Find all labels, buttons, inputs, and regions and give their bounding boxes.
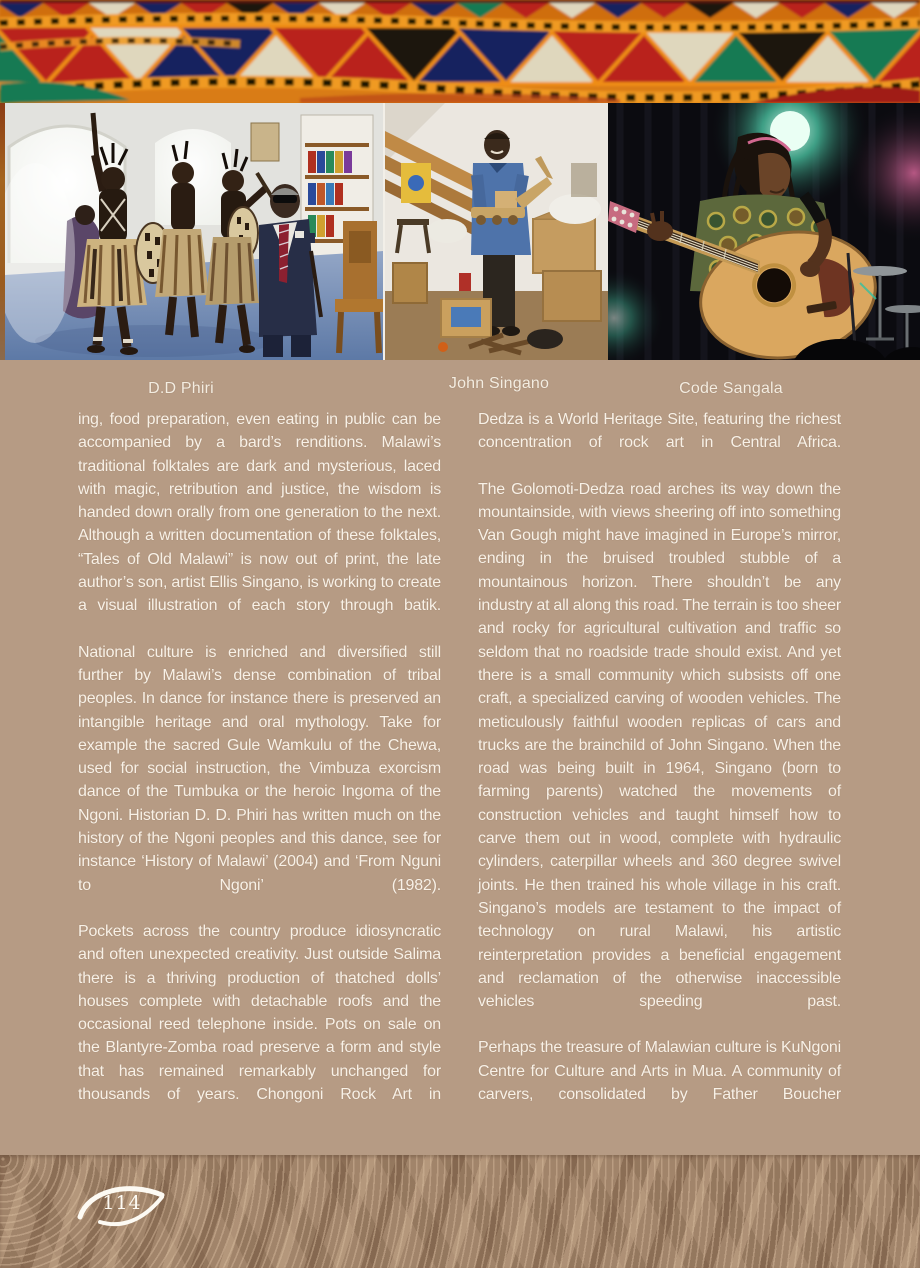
paragraph-golomoti-road: The Golomoti-Dedza road arches its way down the mountainside, with views sheering off into something Van Gough might have imagined in Europe’s mirror, ending in the bruised troubled stubble of a mountainous horizon. There shouldn’t be any industry at all along this road. The terrain is too sheer and rocky for agricultural cultivation and traffic so seldom that no roadside trade should exist. And yet there is a small community which subsists off one craft, a specialized carving of wooden vehicles. The meticulously faithful wooden replicas of cars and trucks are the brainchild of John Singano. When the road was being built in 1964, Singano (born to farming parents) watched the movements of construction vehicles and taught himself how to carve them out in wood, complete with hydraulic cylinders, caterpillar wheels and 360 degree swivel joints. He then trained his whole village in his craft. Singano’s models are testament to the impact of technology on rural Malawi, his artistic reinterpretation provides a beneficial engagement and reclamation of the otherwise inaccessible vehicles speeding past. [478,480,841,1011]
textile-pattern-graphic [0,0,920,103]
guitarist-scene-graphic [608,103,920,360]
left-text-column [78,408,441,1129]
photo-caption-john-singano: John Singano [448,375,550,392]
page-number-ornament [76,1181,168,1229]
photo-caption-dd-phiri: D.D Phiri [148,380,214,397]
photo-strip [0,103,920,360]
banner-main-triangles [0,26,920,84]
paragraph-kungoni-centre: Perhaps the treasure of Malawian culture is KuNgoni Centre for Culture and Arts in Mua. A community of carvers, consolidated by Father Boucher [478,1039,841,1104]
picture-frame [251,123,279,161]
footer-texture-band [0,1155,920,1268]
yellow-box [401,163,431,203]
white-cloth [427,219,467,243]
paragraph-national-culture: National culture is enriched and diversified still further by Malawi’s dense combination of tribal peoples. In dance for instance there is preserved an intangible heritage and oral mythology. Take for example the sacred Gule Wamkulu of the Chewa, used for social instruction, the Vimbuza exorcism dance of the Tumbuka or the heroic Ingoma of the Ngoni. Historian D. D. Phiri has written much on the history of the Ngoni peoples and this dance, see for instance ‘History of Malawi’ (2004) and ‘From Nguni to Ngoni’ (1982). [78,643,441,894]
page-number: 114 [102,1192,142,1214]
red-can [459,273,471,291]
paragraph-folktales: ing, food preparation, even eating in public can be accompanied by a bard’s renditions. Malawi’s traditional folktales are dark and mysterious, laced with magic, retribution and justice, the wisdom is handed down orally from one generation to the next. Although a written documentation of these folktales, “Tales of Old Malawi” is now out of print, the late author’s son, artist Ellis Singano, is working to create a visual illustration of each story through batik. [78,411,441,615]
dark-bag [527,329,563,349]
wall-frame [571,163,597,197]
dancers-scene-graphic [5,103,383,360]
photo-guitarist [608,103,920,360]
photo-wood-carver [383,103,610,360]
pocket-square [295,231,304,238]
paragraph-dedza-heritage: Dedza is a World Heritage Site, featuring the richest concentration of rock art in Central Africa. [478,411,841,452]
photo-ngoni-dancers [5,103,383,360]
right-text-column [478,408,841,1129]
carver-scene-graphic [385,103,608,360]
photo-caption-code-sangala: Code Sangala [679,380,783,397]
orange-ball [438,342,448,352]
textile-banner [0,0,920,103]
article-body [0,360,920,1155]
plastic-bag [549,194,601,224]
paragraph-pockets-creativity: Pockets across the country produce idiosyncratic and often unexpected creativity. Just outside Salima there is a thriving production of thatched dolls’ houses complete with detachable roofs and the occasional reed telephone inside. Pots on sale on the Blantyre-Zomba road preserve a form and style that has remained remarkably unchanged for thousands of years. Chongoni Rock Art in [78,922,441,1104]
